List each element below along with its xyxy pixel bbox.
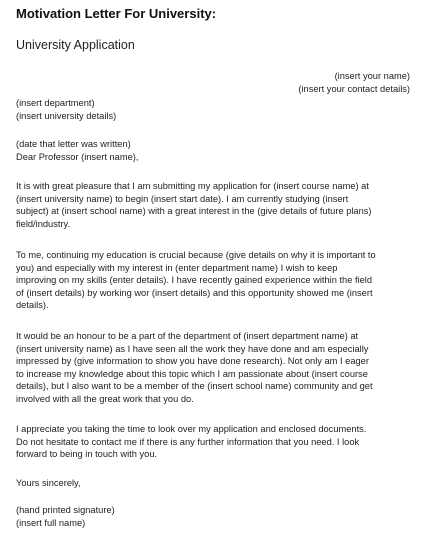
paragraph-4 <box>16 423 416 461</box>
paragraph-line: subject) at (insert school name) with a great interest in the (give details of future plans) <box>16 206 372 216</box>
paragraph-line: forward to being in touch with you. <box>16 449 158 459</box>
paragraph-line: improving on my skills (enter details). I have recently gained experience within the field <box>16 275 373 285</box>
paragraph-1 <box>16 180 416 230</box>
paragraph-line: It would be an honour to be a part of the department of (insert department name) at <box>16 331 359 341</box>
paragraph-line: of (insert details) by working wor (insert details) and this opportunity showed me (insert <box>16 287 373 298</box>
page-title: Motivation Letter For University: <box>16 6 217 21</box>
paragraph-line: to increase my knowledge about this topic which I am passionate about (insert course <box>16 368 368 379</box>
letter-date: (date that letter was written) <box>16 139 131 149</box>
signature: (hand printed signature) <box>16 505 115 515</box>
paragraph-2 <box>16 249 416 312</box>
paragraph-3 <box>16 330 416 405</box>
paragraph-line: details), but I also want to be a member of the (insert school name) community and get <box>16 381 373 391</box>
signature-block <box>16 504 416 529</box>
sender-name: (insert your name) <box>334 71 410 81</box>
closing: Yours sincerely, <box>16 478 81 488</box>
paragraph-line: To me, continuing my education is crucial because (give details on why it is important to <box>16 250 376 260</box>
paragraph-line: involved with all the great work that you do. <box>16 393 194 404</box>
recipient-department: (insert department) <box>16 98 95 108</box>
paragraph-line: you) and especially with my interest in (enter department name) I wish to keep <box>16 262 338 273</box>
paragraph-line: field/industry. <box>16 218 71 229</box>
salutation: Dear Professor (insert name), <box>16 151 139 162</box>
paragraph-line: (insert university name) as I have seen all the work they have done and am especially <box>16 343 369 354</box>
recipient-block <box>16 97 416 122</box>
recipient-university: (insert university details) <box>16 110 117 121</box>
paragraph-line: (insert university name) to begin (insert start date). I am currently studying (insert <box>16 193 349 204</box>
date-salutation-block <box>16 138 416 163</box>
full-name: (insert full name) <box>16 517 86 528</box>
paragraph-line: details). <box>16 300 49 310</box>
sender-contact: (insert your contact details) <box>298 84 410 94</box>
paragraph-line: It is with great pleasure that I am submitting my application for (insert course name) at <box>16 181 369 191</box>
page-subtitle: University Application <box>16 38 135 52</box>
paragraph-line: I appreciate you taking the time to look over my application and enclosed documents. <box>16 424 367 434</box>
paragraph-line: impressed by (give information to show you have done research). Not only am I eager <box>16 356 369 366</box>
paragraph-line: Do not hesitate to contact me if there is any further information that you need. I look <box>16 436 360 447</box>
